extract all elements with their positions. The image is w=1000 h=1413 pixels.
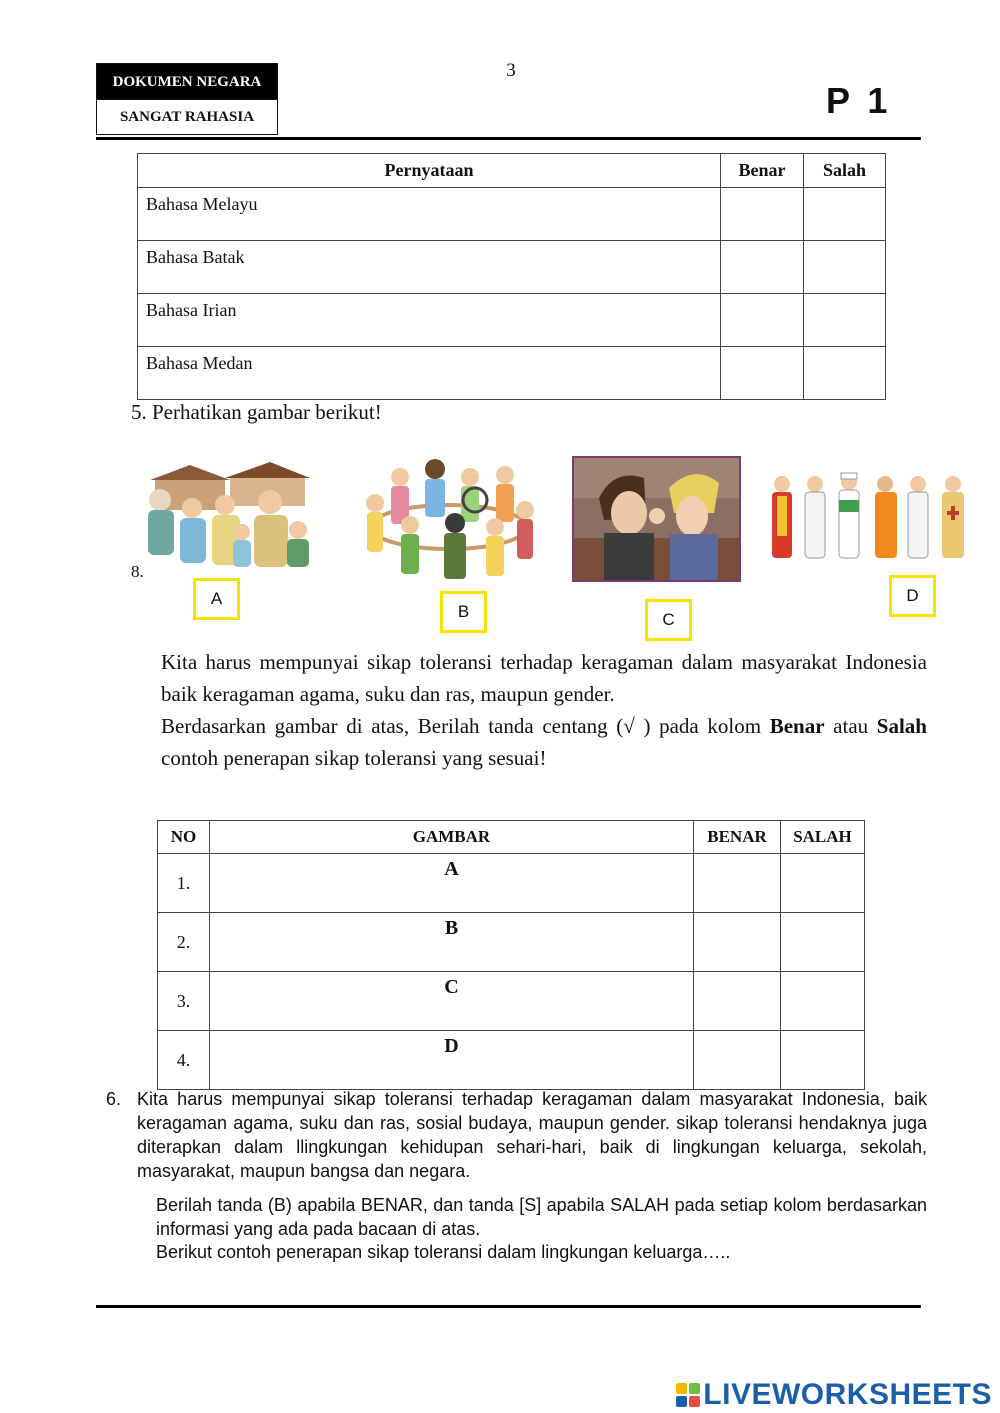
illustration-a xyxy=(130,460,315,570)
question-6-instruction: Berilah tanda (B) apabila BENAR, dan tanda [S] apabila SALAH pada setiap kolom berdasarkan informasi yang ada pada bacaan di atas. xyxy=(156,1195,927,1239)
question-5-paragraph: Kita harus mempunyai sikap toleransi terhadap keragaman dalam masyarakat Indonesia baik keragaman agama, suku dan ras, maupun gender. xyxy=(161,650,927,706)
instruction-text: ) pada kolom xyxy=(634,714,770,738)
gambar-cell: B xyxy=(210,913,694,972)
label-d: D xyxy=(889,575,936,617)
salah-word: Salah xyxy=(876,714,927,738)
language-table xyxy=(137,153,886,400)
question-6-body: Kita harus mempunyai sikap toleransi terhadap keragaman dalam masyarakat Indonesia, baik keragaman agama, suku dan ras, sosial budaya, maupun gender. sikap toleransi hendaknya juga diterapkan dalam llingkungan kehidupan sehari-hari, baik di lingkungan keluarga, sekolah, masyarakat, maupun bangsa dan negara. xyxy=(137,1089,927,1181)
table-row xyxy=(158,854,865,913)
table-row xyxy=(138,241,886,294)
row-number: 3. xyxy=(158,972,210,1031)
table-row xyxy=(158,1031,865,1090)
table-row xyxy=(158,972,865,1031)
salah-cell[interactable] xyxy=(781,972,865,1031)
salah-cell[interactable] xyxy=(781,854,865,913)
header-rule xyxy=(96,137,921,140)
illustration-b xyxy=(355,455,543,583)
question-6-lead: Berikut contoh penerapan sikap toleransi dalam lingkungan keluarga….. xyxy=(156,1242,731,1262)
gambar-cell: C xyxy=(210,972,694,1031)
label-c: C xyxy=(645,599,692,641)
salah-cell[interactable] xyxy=(804,188,886,241)
salah-cell[interactable] xyxy=(804,241,886,294)
col-header-salah: Salah xyxy=(804,154,886,188)
table-row xyxy=(158,913,865,972)
question-6-number: 6. xyxy=(106,1089,122,1109)
col-header-gambar: GAMBAR xyxy=(210,821,694,854)
instruction-text: Berdasarkan gambar di atas, Berilah tanda centang ( xyxy=(161,714,624,738)
col-header-benar: Benar xyxy=(721,154,804,188)
statement-cell: Bahasa Melayu xyxy=(138,188,721,241)
table-row xyxy=(138,188,886,241)
instruction-text: contoh penerapan sikap toleransi yang sesuai! xyxy=(161,746,547,770)
liveworksheets-brand xyxy=(676,1378,992,1412)
instruction-text: atau xyxy=(824,714,877,738)
salah-cell[interactable] xyxy=(781,1031,865,1090)
row-number: 2. xyxy=(158,913,210,972)
salah-cell[interactable] xyxy=(804,347,886,400)
brand-text: LIVEWORKSHEETS xyxy=(703,1378,992,1411)
col-header-benar: BENAR xyxy=(694,821,781,854)
illustration-d xyxy=(765,470,975,562)
table-row xyxy=(138,347,886,400)
gambar-cell: D xyxy=(210,1031,694,1090)
stamp-dokumen-negara: DOKUMEN NEGARA xyxy=(96,63,278,101)
benar-cell[interactable] xyxy=(721,294,804,347)
salah-cell[interactable] xyxy=(781,913,865,972)
page-number: 3 xyxy=(506,60,516,81)
salah-cell[interactable] xyxy=(804,294,886,347)
benar-cell[interactable] xyxy=(694,913,781,972)
question-5-title: 5. Perhatikan gambar berikut! xyxy=(131,400,382,424)
paper-code: P 1 xyxy=(826,80,892,121)
benar-word: Benar xyxy=(769,714,825,738)
question-5-instruction xyxy=(161,710,927,774)
benar-cell[interactable] xyxy=(721,241,804,294)
statement-cell: Bahasa Medan xyxy=(138,347,721,400)
statement-cell: Bahasa Batak xyxy=(138,241,721,294)
footer-rule xyxy=(96,1305,921,1308)
benar-cell[interactable] xyxy=(694,1031,781,1090)
benar-cell[interactable] xyxy=(721,347,804,400)
col-header-salah: SALAH xyxy=(781,821,865,854)
col-header-pernyataan: Pernyataan xyxy=(138,154,721,188)
gambar-cell: A xyxy=(210,854,694,913)
statement-cell: Bahasa Irian xyxy=(138,294,721,347)
table-row xyxy=(138,294,886,347)
illustration-c xyxy=(572,456,741,582)
liveworksheets-logo-icon xyxy=(676,1383,700,1407)
col-header-no: NO xyxy=(158,821,210,854)
label-b: B xyxy=(440,591,487,633)
row-number: 4. xyxy=(158,1031,210,1090)
benar-cell[interactable] xyxy=(694,972,781,1031)
benar-cell[interactable] xyxy=(721,188,804,241)
label-a: A xyxy=(193,578,240,620)
stray-mark: 8. xyxy=(131,562,144,581)
check-mark: √ xyxy=(623,714,635,738)
stamp-sangat-rahasia: SANGAT RAHASIA xyxy=(96,99,278,135)
row-number: 1. xyxy=(158,854,210,913)
gambar-table xyxy=(157,820,865,1090)
benar-cell[interactable] xyxy=(694,854,781,913)
